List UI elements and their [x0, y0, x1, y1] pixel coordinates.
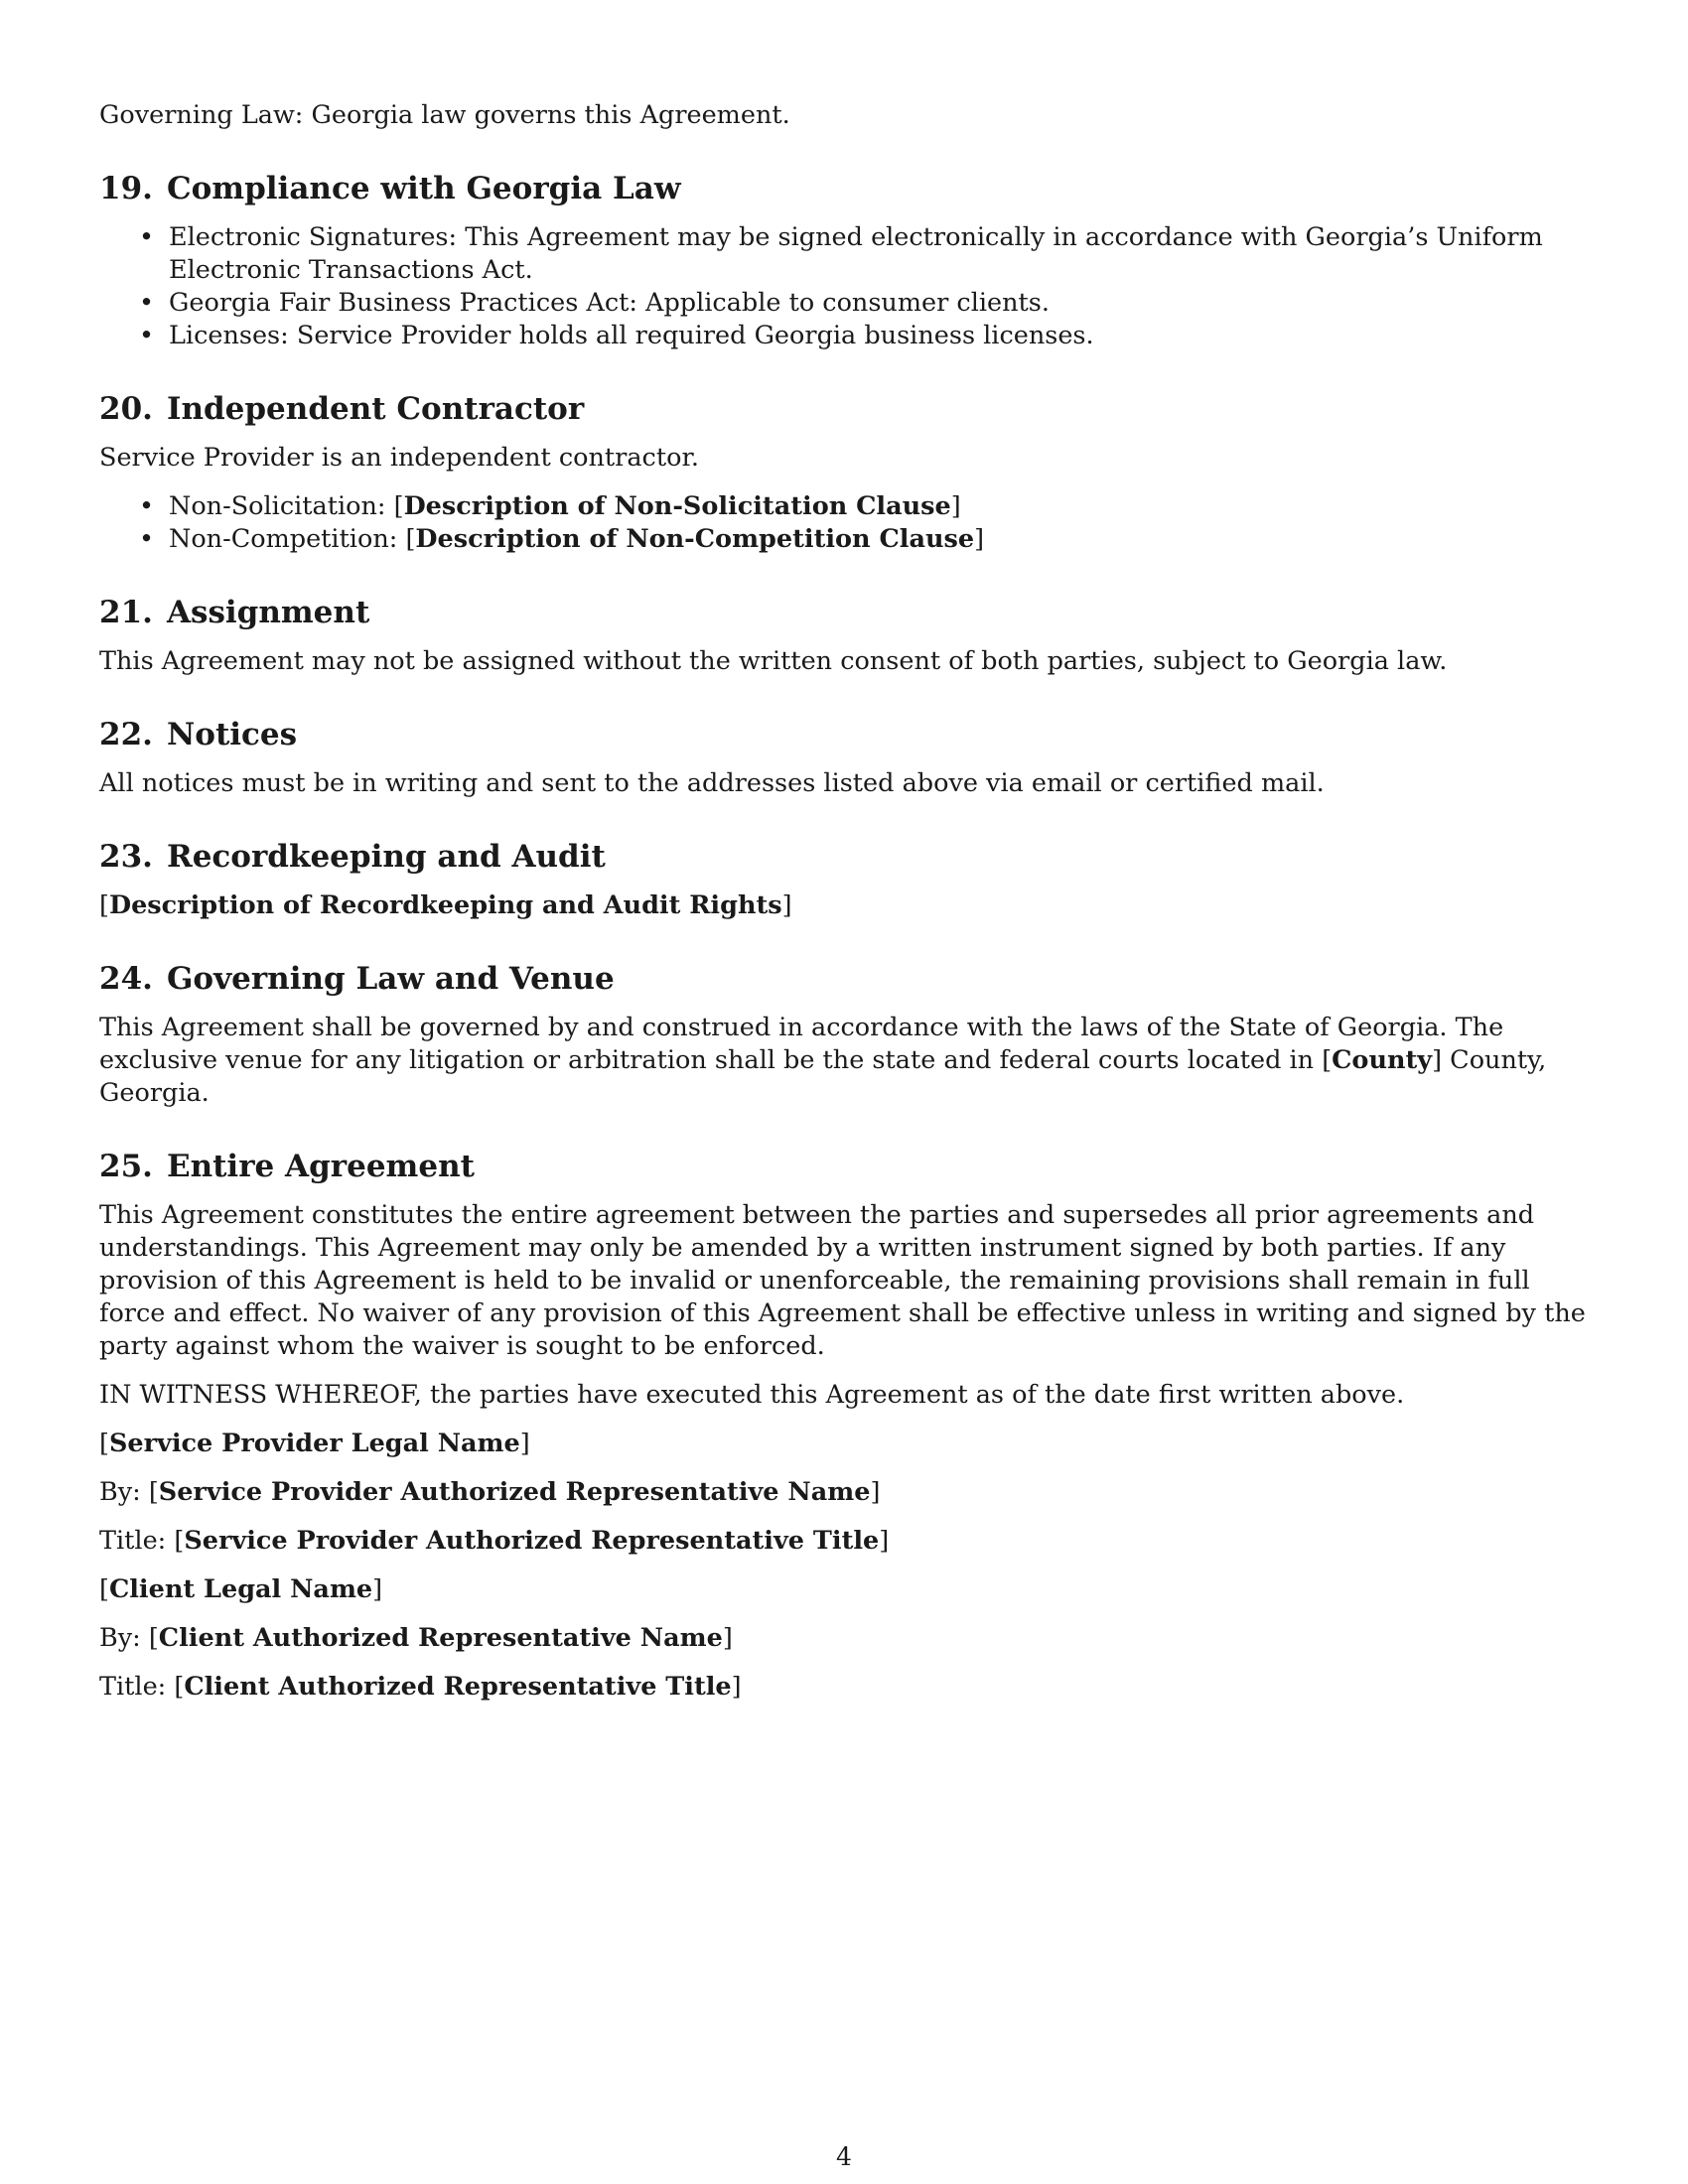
placeholder-field: County: [1332, 1045, 1433, 1075]
section-24-body: This Agreement shall be governed by and construed in accordance with the laws of the State of Georgia. The exclusive venue for any litigation or arbitration shall be the state and federal courts located in [County] County, Georgia.: [99, 1013, 1547, 1108]
list-item: • Electronic Signatures: This Agreement may be signed electronically in accordance with Georgia’s Uniform Electronic Transactions Act.: [139, 222, 1543, 285]
governing-law-intro: Governing Law: Georgia law governs this Agreement.: [99, 100, 790, 130]
section-number: 23.: [99, 839, 153, 875]
section-title: Recordkeeping and Audit: [166, 839, 606, 875]
section-number: 25.: [99, 1149, 153, 1184]
list-item: • Georgia Fair Business Practices Act: Applicable to consumer clients.: [139, 288, 1050, 318]
section-number: 20.: [99, 391, 153, 427]
section-24-heading: [99, 960, 1594, 998]
placeholder-field: Service Provider Authorized Representative Title: [184, 1526, 880, 1556]
bullet-icon: •: [139, 222, 155, 252]
section-number: 24.: [99, 961, 153, 997]
placeholder-field: Description of Non-Competition Clause: [415, 524, 975, 554]
witness-statement: IN WITNESS WHEREOF, the parties have executed this Agreement as of the date first written above.: [99, 1380, 1405, 1410]
provider-title-line: Title: [Service Provider Authorized Representative Title]: [99, 1526, 890, 1556]
provider-by-line: By: [Service Provider Authorized Representative Name]: [99, 1477, 881, 1507]
section-19-heading: [99, 170, 1594, 207]
placeholder-field: Service Provider Authorized Representative Name: [158, 1477, 871, 1507]
section-number: 19.: [99, 171, 153, 206]
placeholder-field: Description of Recordkeeping and Audit Rights: [108, 890, 782, 920]
section-23-heading: [99, 838, 1594, 876]
section-22-heading: [99, 716, 1594, 753]
section-20-heading: [99, 390, 1594, 428]
section-number: 21.: [99, 595, 153, 630]
provider-legal-name: [Service Provider Legal Name]: [99, 1429, 530, 1458]
section-title: Notices: [166, 717, 298, 752]
section-title: Compliance with Georgia Law: [166, 171, 681, 206]
section-title: Governing Law and Venue: [166, 961, 615, 997]
section-title: Assignment: [166, 595, 370, 630]
section-title: Entire Agreement: [166, 1149, 475, 1184]
list-item: • Licenses: Service Provider holds all required Georgia business licenses.: [139, 321, 1094, 350]
bullet-icon: •: [139, 524, 155, 554]
bullet-icon: •: [139, 321, 155, 350]
signature-block: [99, 1428, 1594, 1704]
section-23-body: [Description of Recordkeeping and Audit Rights]: [99, 890, 792, 920]
section-21-body: This Agreement may not be assigned without the written consent of both parties, subject to Georgia law.: [99, 646, 1448, 676]
page-number: 4: [836, 2142, 852, 2171]
client-by-line: By: [Client Authorized Representative Name]: [99, 1623, 733, 1653]
placeholder-field: Service Provider Legal Name: [108, 1429, 520, 1458]
section-20-body: Service Provider is an independent contractor.: [99, 443, 699, 473]
section-25-heading: [99, 1148, 1594, 1185]
placeholder-field: Description of Non-Solicitation Clause: [403, 491, 951, 521]
section-25-body: This Agreement constitutes the entire agreement between the parties and supersedes all prior agreements and understandings. This Agreement may only be amended by a written instrument signed by both parties. If any provision of this Agreement is held to be invalid or unenforceable, the remaining provisions shall remain in full force and effect. No waiver of any provision of this Agreement shall be effective unless in writing and signed by the party against whom the waiver is sought to be enforced.: [99, 1200, 1586, 1361]
section-22-body: All notices must be in writing and sent to the addresses listed above via email or certified mail.: [99, 768, 1325, 798]
placeholder-field: Client Authorized Representative Name: [158, 1623, 723, 1653]
section-21-heading: [99, 594, 1594, 631]
bullet-icon: •: [139, 491, 155, 521]
placeholder-field: Client Legal Name: [108, 1574, 373, 1604]
section-number: 22.: [99, 717, 153, 752]
section-title: Independent Contractor: [166, 391, 585, 427]
document-page: [99, 99, 1594, 1719]
list-item: • Non-Solicitation: [Description of Non-Solicitation Clause]: [139, 491, 961, 521]
placeholder-field: Client Authorized Representative Title: [184, 1672, 732, 1702]
client-legal-name: [Client Legal Name]: [99, 1574, 383, 1604]
section-19-list: [99, 221, 1594, 352]
bullet-icon: •: [139, 288, 155, 318]
section-20-list: [99, 490, 1594, 556]
client-title-line: Title: [Client Authorized Representative Title]: [99, 1672, 742, 1702]
list-item: • Non-Competition: [Description of Non-Competition Clause]: [139, 524, 985, 554]
